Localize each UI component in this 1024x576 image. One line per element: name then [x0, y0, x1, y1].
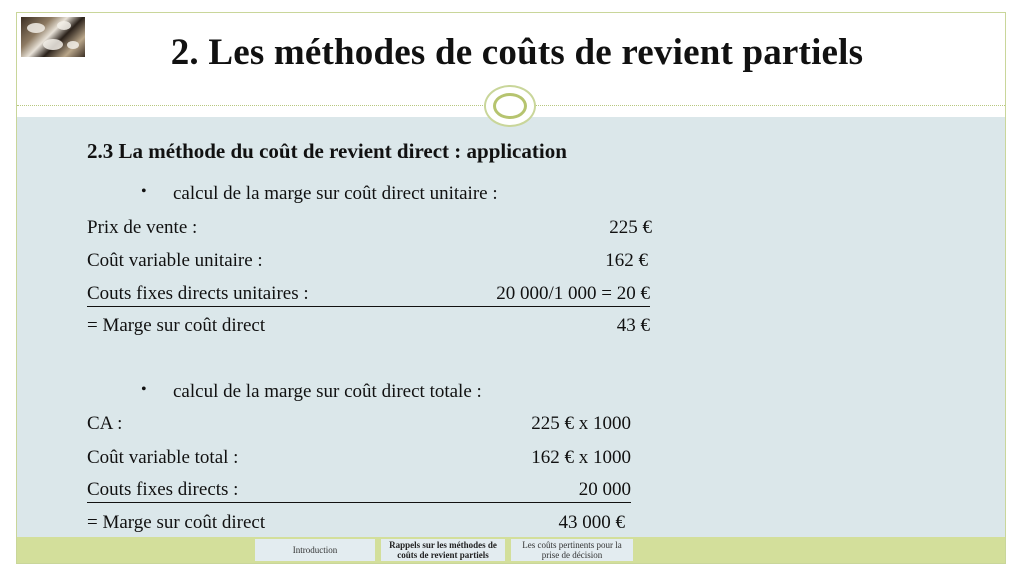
- unit-row-fixed-cost: [87, 283, 650, 307]
- unit-row-label: = Marge sur coût direct: [87, 315, 266, 336]
- bullet-unit-text: calcul de la marge sur coût direct unitaire :: [173, 183, 498, 204]
- total-row-margin: [87, 512, 625, 536]
- unit-row-label: Coût variable unitaire :: [87, 250, 263, 271]
- total-row-value: 225 € x 1000: [531, 413, 631, 434]
- unit-row-value: 225 €: [609, 217, 652, 238]
- unit-row-margin: [87, 315, 650, 339]
- section-subtitle: 2.3 La méthode du coût de revient direct : application: [87, 139, 567, 163]
- total-row-value: 162 € x 1000: [531, 447, 631, 468]
- footer-nav-bar: [17, 537, 1005, 563]
- unit-row-variable-cost: [87, 250, 648, 274]
- unit-row-value: 43 €: [616, 315, 650, 336]
- total-row-variable-cost: [87, 447, 631, 471]
- total-row-label: = Marge sur coût direct: [87, 512, 266, 533]
- bullet-total-text: calcul de la marge sur coût direct totale :: [173, 381, 482, 402]
- bullet-dot-icon: •: [141, 381, 147, 398]
- unit-row-label: Prix de vente :: [87, 217, 198, 238]
- total-row-value: 43 000 €: [558, 512, 625, 533]
- unit-row-value: 162 €: [605, 250, 648, 271]
- slide-title: 2. Les méthodes de coûts de revient partiels: [170, 32, 864, 73]
- ring-ornament-icon: [484, 85, 536, 127]
- slide-frame: [16, 12, 1006, 564]
- total-row-label: Coût variable total :: [87, 447, 239, 468]
- bullet-dot-icon: •: [141, 183, 147, 200]
- ring-inner: [493, 93, 527, 119]
- total-row-fixed-cost: [87, 479, 631, 503]
- total-row-label: Couts fixes directs :: [87, 479, 239, 500]
- total-row-value: 20 000: [578, 479, 631, 500]
- nav-couts-pertinents[interactable]: Les coûts pertinents pour la prise de décision: [511, 539, 633, 561]
- unit-row-label: Couts fixes directs unitaires :: [87, 283, 309, 304]
- nav-introduction[interactable]: Introduction: [255, 539, 375, 561]
- nav-rappels-methodes[interactable]: Rappels sur les méthodes de coûts de revient partiels: [381, 539, 505, 561]
- unit-row-value: 20 000/1 000 = 20 €: [496, 283, 650, 304]
- unit-row-price: [87, 217, 652, 241]
- total-row-revenue: [87, 413, 631, 437]
- total-row-label: CA :: [87, 413, 123, 434]
